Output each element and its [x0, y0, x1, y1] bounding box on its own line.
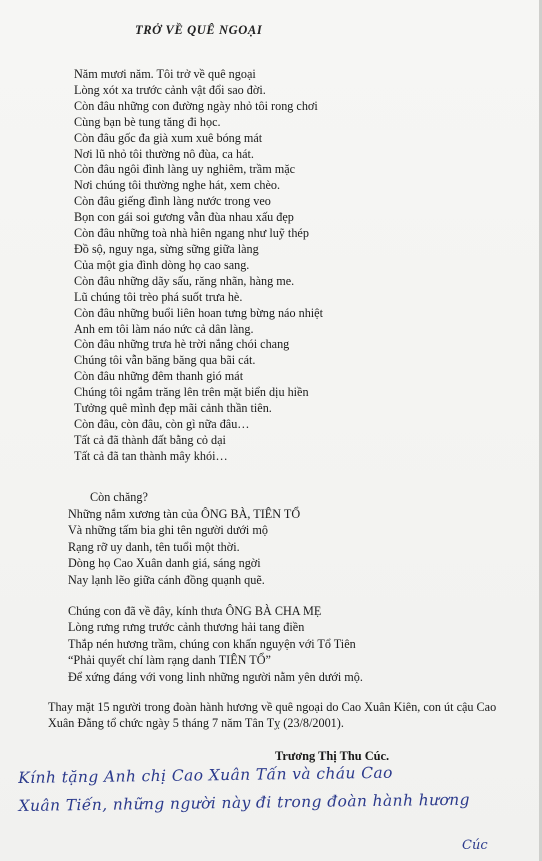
- poem-stanza-3: [68, 603, 363, 685]
- poem-line: Còn đâu những dãy sấu, răng nhãn, hàng me.: [74, 273, 295, 288]
- poem-line: Chúng con đã về đây, kính thưa ÔNG BÀ CHA MẸ: [68, 604, 322, 618]
- poem-line: Cùng bạn bè tung tăng đi học.: [74, 114, 221, 129]
- poem-line: Và những tấm bia ghi tên người dưới mộ: [68, 523, 268, 537]
- poem-line: Thắp nén hương trầm, chúng con khấn nguyện với Tổ Tiên: [68, 636, 356, 651]
- handwritten-inscription: [18, 757, 534, 820]
- author-signature: Trương Thị Thu Cúc.: [275, 749, 390, 763]
- poem-line: Chúng tôi ngắm trăng lên trên mặt biển dịu hiền: [74, 385, 309, 400]
- poem-stanza-1: [74, 67, 323, 465]
- poem-line: Lòng xót xa trước cảnh vật đổi sao đời.: [74, 82, 266, 97]
- poem-title: TRỞ VỀ QUÊ NGOẠI: [135, 23, 263, 37]
- poem-line: Những nắm xương tàn của ÔNG BÀ, TIÊN TỔ: [68, 506, 301, 521]
- handwritten-signature: Cúc: [462, 838, 488, 853]
- handwritten-line: Xuân Tiến, những người này đi trong đoàn hành hương: [18, 790, 471, 815]
- poem-line: Tất cả đã thành đất bằng cỏ dại: [74, 432, 226, 447]
- poem-line: Còn đâu gốc đa già xum xuê bóng mát: [74, 130, 263, 145]
- dedication-note: Thay mặt 15 người trong đoàn hành hương về quê ngoại do Cao Xuân Kiên, con út cậu Cao Xuân Đằng tổ chức ngày 5 tháng 7 năm Tân Tỵ (23/8/2001).: [48, 700, 497, 730]
- poem-stanza-2: [68, 489, 300, 588]
- poem-line: Nay lạnh lẽo giữa cánh đồng quạnh quẽ.: [68, 572, 265, 587]
- poem-line: Đồ sộ, nguy nga, sừng sững giữa làng: [74, 241, 259, 256]
- poem-line: Nơi chúng tôi thường nghe hát, xem chèo.: [74, 178, 280, 193]
- poem-line: Bọn con gái soi gương vẫn đùa nhau xấu đẹp: [74, 210, 294, 225]
- poem-line: Còn đâu những toà nhà hiên ngang như luỹ thép: [74, 226, 309, 241]
- poem-line: Của một gia đình dòng họ cao sang.: [74, 257, 250, 272]
- poem-line: Để xứng đáng với vong linh những người nằm yên dưới mộ.: [68, 669, 363, 684]
- poem-line: Còn đâu những đêm thanh gió mát: [74, 369, 244, 384]
- poem-line: Tất cả đã tan thành mây khói…: [74, 448, 228, 463]
- poem-line: Lòng rưng rưng trước cảnh thương hải tang điền: [68, 620, 305, 635]
- poem-line: Còn đâu giếng đình làng nước trong veo: [74, 194, 271, 209]
- poem-line: Tưởng quê mình đẹp mãi cảnh thần tiên.: [74, 401, 272, 416]
- poem-line: Còn đâu, còn đâu, còn gì nữa đâu…: [74, 416, 250, 431]
- poem-line: Còn đâu những buổi liên hoan tưng bừng náo nhiệt: [74, 305, 323, 320]
- handwritten-line: Kính tặng Anh chị Cao Xuân Tấn và cháu Cao: [18, 763, 393, 787]
- poem-line: Chúng tôi vẫn băng băng qua bãi cát.: [74, 353, 256, 368]
- poem-line: Còn đâu những con đường ngày nhỏ tôi rong chơi: [74, 98, 318, 113]
- poem-line: Anh em tôi làm náo nức cả dân làng.: [74, 321, 254, 336]
- poem-line: Còn chăng?: [90, 490, 148, 504]
- poem-line: Dòng họ Cao Xuân danh giá, sáng ngời: [68, 556, 261, 570]
- poem-line: Rạng rỡ uy danh, tên tuổi một thời.: [68, 539, 240, 554]
- poem-line: Còn đâu những trưa hè trời nắng chói chang: [74, 337, 290, 352]
- poem-line: Còn đâu ngôi đình làng uy nghiêm, trầm mặc: [74, 162, 296, 177]
- poem-line: Lũ chúng tôi trèo phá suốt trưa hè.: [74, 289, 243, 304]
- poem-line: “Phải quyết chí làm rạng danh TIÊN TỔ”: [68, 653, 271, 668]
- poem-line: Năm mươi năm. Tôi trở về quê ngoại: [74, 67, 256, 81]
- poem-line: Nơi lũ nhỏ tôi thường nô đùa, ca hát.: [74, 146, 254, 161]
